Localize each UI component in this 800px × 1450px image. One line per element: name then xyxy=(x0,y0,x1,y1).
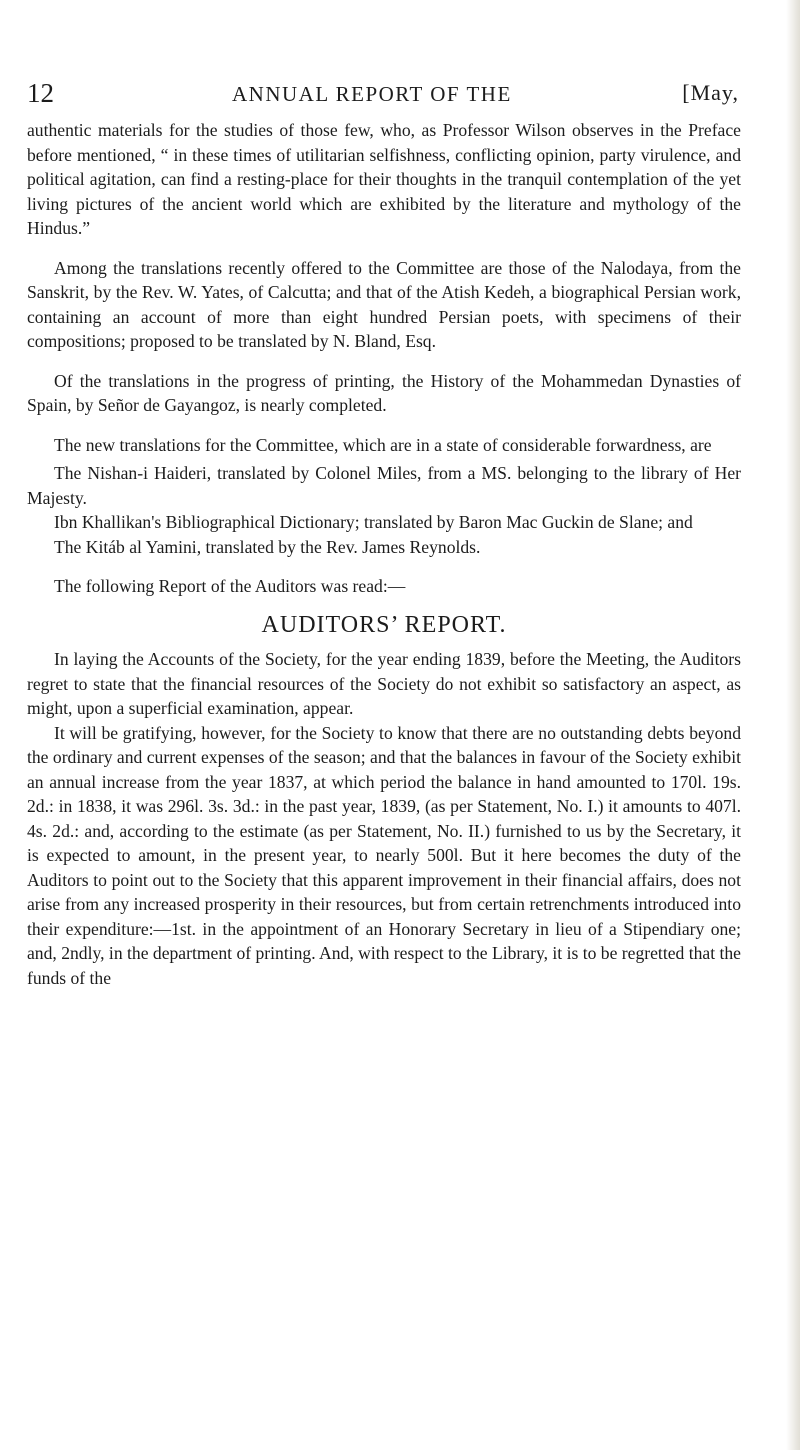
list-item-kitab-al-yamini: The Kitáb al Yamini, translated by the Rev. James Reynolds. xyxy=(54,536,481,557)
running-month: [May, xyxy=(682,80,739,105)
paragraph-auditors-balances: It will be gratifying, however, for the Society to know that there are no outstanding debts beyond the ordinary and current expenses of the season; and that the balances in favour of the Society exhibit an annual increase from the year 1837, at which period the balance in hand amounted to 170l. 19s. 2d.: in 1838, it was 296l. 3s. 3d.: in the past year, 1839, (as per Statement, No. I.) it amounts to 407l. 4s. 2d.: and, according to the estimate (as per Statement, No. II.) furnished to us by the Secretary, it is expected to amount, in the present year, to nearly 500l. But it here becomes the duty of the Auditors to point out to the Society that this apparent improvement in their financial affairs, does not arise from any increased prosperity in their resources, but from certain retrenchments introduced into their expenditure:—1st. in the appointment of an Honorary Secretary in lieu of a Stipendiary one; and, 2ndly, in the department of printing. And, with respect to the Library, it is to be regretted that the funds of the xyxy=(27,722,741,988)
page-number: 12 xyxy=(27,78,54,108)
paragraph-continued: authentic materials for the studies of those few, who, as Professor Wilson observes in the Preface before mentioned, “ in these times of utilitarian selfishness, conflicting opinion, party virulence, and political agitation, can find a resting-place for their thoughts in the tranquil contemplation of the yet living pictures of the ancient world which are exhibited by the literature and mythology of the Hindus.” xyxy=(27,120,741,238)
paragraph-translations-printing: Of the translations in the progress of printing, the History of the Mohammedan Dynasties of Spain, by Señor de Gayangoz, is nearly completed. xyxy=(27,370,741,415)
body-text xyxy=(27,118,741,990)
section-heading: AUDITORS’ REPORT. xyxy=(261,611,507,638)
list-item-ibn-khallikan: Ibn Khallikan's Bibliographical Dictionary; translated by Baron Mac Guckin de Slane; and xyxy=(54,512,693,532)
running-title: ANNUAL REPORT OF THE xyxy=(232,82,512,106)
page-edge-shadow xyxy=(786,0,800,1450)
paragraph-new-translations: The new translations for the Committee, which are in a state of considerable forwardness, are xyxy=(54,434,712,455)
list-item-nishan-i-haideri: The Nishan-i Haideri, translated by Colonel Miles, from a MS. belonging to the library of Her Majesty. xyxy=(27,463,741,508)
paragraph-translations-offered: Among the translations recently offered to the Committee are those of the Nalodaya, from the Sanskrit, by the Rev. W. Yates, of Calcutta; and that of the Atish Kedeh, a biographical Persian work, containing an account of more than eight hundred Persian poets, with specimens of their compositions; proposed to be translated by N. Bland, Esq. xyxy=(27,257,741,351)
paragraph-report-read: The following Report of the Auditors was read:— xyxy=(54,576,406,596)
paragraph-auditors-intro: In laying the Accounts of the Society, for the year ending 1839, before the Meeting, the Auditors regret to state that the financial resources of the Society do not exhibit so satisfactory an aspect, as might, upon a superficial examination, appear. xyxy=(27,649,741,718)
running-header xyxy=(27,78,739,114)
